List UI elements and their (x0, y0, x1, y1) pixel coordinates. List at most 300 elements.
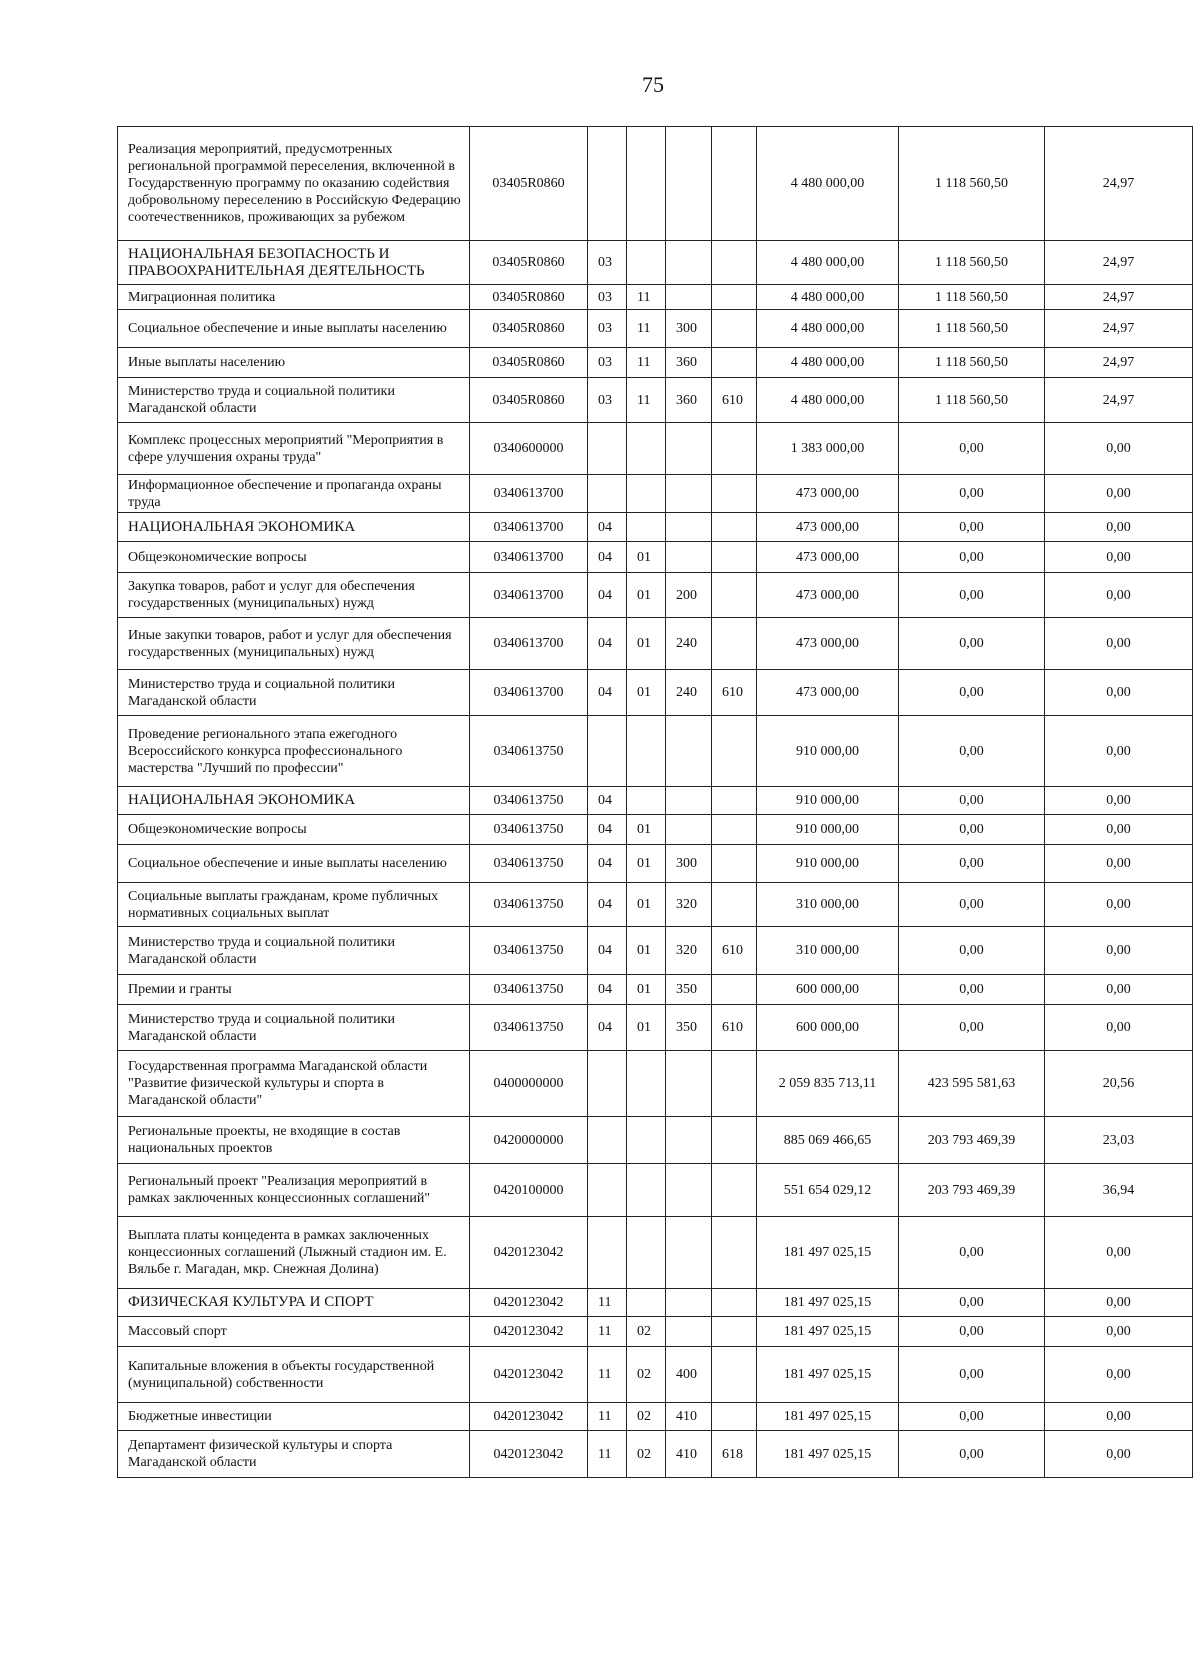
executed-amount-cell: 0,00 (899, 1217, 1045, 1289)
section-cell (588, 716, 627, 787)
executed-amount-cell: 0,00 (899, 815, 1045, 845)
row-name-cell: Иные закупки товаров, работ и услуг для обеспечения государственных (муниципальных) нужд (118, 618, 470, 670)
row-name-cell: Комплекс процессных мероприятий "Мероприятия в сфере улучшения охраны труда" (118, 423, 470, 475)
table-row (118, 670, 1193, 716)
execution-percent-cell: 0,00 (1045, 513, 1193, 542)
section-cell: 04 (588, 513, 627, 542)
planned-amount-cell: 885 069 466,65 (757, 1117, 899, 1164)
expense-type-cell: 410 (666, 1403, 712, 1431)
planned-amount-cell: 473 000,00 (757, 618, 899, 670)
executed-amount-cell: 0,00 (899, 573, 1045, 618)
budget-manager-cell (712, 815, 757, 845)
planned-amount-cell: 2 059 835 713,11 (757, 1051, 899, 1117)
section-cell: 11 (588, 1289, 627, 1317)
subsection-cell: 02 (627, 1347, 666, 1403)
target-article-cell: 0340613700 (470, 618, 588, 670)
budget-manager-cell (712, 845, 757, 883)
table-row (118, 1317, 1193, 1347)
target-article-cell: 0420123042 (470, 1217, 588, 1289)
budget-manager-cell: 610 (712, 927, 757, 975)
target-article-cell: 03405R0860 (470, 378, 588, 423)
section-cell (588, 1217, 627, 1289)
row-name-cell: Региональный проект "Реализация мероприятий в рамках заключенных концессионных соглашений" (118, 1164, 470, 1217)
section-cell (588, 127, 627, 241)
target-article-cell: 0420123042 (470, 1289, 588, 1317)
row-name-cell: НАЦИОНАЛЬНАЯ ЭКОНОМИКА (118, 513, 470, 542)
target-article-cell: 0420123042 (470, 1431, 588, 1478)
section-cell: 04 (588, 618, 627, 670)
table-row (118, 1289, 1193, 1317)
execution-percent-cell: 24,97 (1045, 285, 1193, 310)
row-name-cell: Информационное обеспечение и пропаганда охраны труда (118, 475, 470, 513)
table-row (118, 1347, 1193, 1403)
executed-amount-cell: 1 118 560,50 (899, 285, 1045, 310)
execution-percent-cell: 0,00 (1045, 716, 1193, 787)
table-row (118, 1005, 1193, 1051)
budget-manager-cell (712, 1164, 757, 1217)
row-name-cell: Выплата платы концедента в рамках заключенных концессионных соглашений (Лыжный стадион им. Е. Вяльбе г. Магадан, мкр. Снежная Долина) (118, 1217, 470, 1289)
budget-manager-cell: 618 (712, 1431, 757, 1478)
row-name-cell: Общеэкономические вопросы (118, 815, 470, 845)
expense-type-cell (666, 241, 712, 285)
subsection-cell: 01 (627, 975, 666, 1005)
planned-amount-cell: 4 480 000,00 (757, 310, 899, 348)
section-cell: 04 (588, 573, 627, 618)
executed-amount-cell: 0,00 (899, 883, 1045, 927)
section-cell: 04 (588, 927, 627, 975)
table-row (118, 127, 1193, 241)
execution-percent-cell: 24,97 (1045, 241, 1193, 285)
table-row (118, 241, 1193, 285)
target-article-cell: 0420123042 (470, 1347, 588, 1403)
expense-type-cell (666, 716, 712, 787)
execution-percent-cell: 0,00 (1045, 1317, 1193, 1347)
section-cell: 11 (588, 1317, 627, 1347)
budget-manager-cell (712, 975, 757, 1005)
target-article-cell: 0340613700 (470, 513, 588, 542)
row-name-cell: Министерство труда и социальной политики Магаданской области (118, 670, 470, 716)
row-name-cell: Проведение регионального этапа ежегодного Всероссийского конкурса профессионального мастерства "Лучший по профессии" (118, 716, 470, 787)
execution-percent-cell: 0,00 (1045, 542, 1193, 573)
target-article-cell: 0340613750 (470, 716, 588, 787)
table-row (118, 815, 1193, 845)
planned-amount-cell: 910 000,00 (757, 787, 899, 815)
row-name-cell: Премии и гранты (118, 975, 470, 1005)
planned-amount-cell: 600 000,00 (757, 1005, 899, 1051)
section-cell: 03 (588, 285, 627, 310)
execution-percent-cell: 0,00 (1045, 815, 1193, 845)
planned-amount-cell: 910 000,00 (757, 845, 899, 883)
section-cell: 04 (588, 542, 627, 573)
budget-manager-cell (712, 1051, 757, 1117)
row-name-cell: Общеэкономические вопросы (118, 542, 470, 573)
table-body (118, 127, 1193, 1478)
expense-type-cell (666, 787, 712, 815)
subsection-cell (627, 1289, 666, 1317)
subsection-cell: 01 (627, 670, 666, 716)
budget-manager-cell (712, 542, 757, 573)
planned-amount-cell: 1 383 000,00 (757, 423, 899, 475)
executed-amount-cell: 0,00 (899, 927, 1045, 975)
section-cell: 03 (588, 241, 627, 285)
planned-amount-cell: 910 000,00 (757, 716, 899, 787)
executed-amount-cell: 423 595 581,63 (899, 1051, 1045, 1117)
budget-manager-cell (712, 1403, 757, 1431)
table-row (118, 1431, 1193, 1478)
row-name-cell: Министерство труда и социальной политики Магаданской области (118, 378, 470, 423)
expense-type-cell (666, 127, 712, 241)
section-cell: 11 (588, 1431, 627, 1478)
planned-amount-cell: 473 000,00 (757, 670, 899, 716)
target-article-cell: 0340613750 (470, 815, 588, 845)
expense-type-cell (666, 423, 712, 475)
row-name-cell: Социальное обеспечение и иные выплаты населению (118, 310, 470, 348)
planned-amount-cell: 473 000,00 (757, 513, 899, 542)
subsection-cell: 02 (627, 1431, 666, 1478)
executed-amount-cell: 0,00 (899, 1403, 1045, 1431)
table-row (118, 927, 1193, 975)
execution-percent-cell: 0,00 (1045, 1289, 1193, 1317)
target-article-cell: 0340613750 (470, 845, 588, 883)
target-article-cell: 0420123042 (470, 1317, 588, 1347)
target-article-cell: 0340613700 (470, 542, 588, 573)
expense-type-cell: 360 (666, 348, 712, 378)
budget-manager-cell (712, 883, 757, 927)
subsection-cell (627, 475, 666, 513)
expense-type-cell: 300 (666, 310, 712, 348)
executed-amount-cell: 0,00 (899, 1317, 1045, 1347)
planned-amount-cell: 4 480 000,00 (757, 348, 899, 378)
executed-amount-cell: 1 118 560,50 (899, 241, 1045, 285)
expense-type-cell (666, 475, 712, 513)
row-name-cell: Министерство труда и социальной политики Магаданской области (118, 927, 470, 975)
executed-amount-cell: 0,00 (899, 845, 1045, 883)
budget-manager-cell (712, 1347, 757, 1403)
budget-manager-cell (712, 285, 757, 310)
row-name-cell: Государственная программа Магаданской области "Развитие физической культуры и спорта в Магаданской области" (118, 1051, 470, 1117)
subsection-cell (627, 787, 666, 815)
subsection-cell (627, 241, 666, 285)
section-cell (588, 1164, 627, 1217)
expense-type-cell (666, 285, 712, 310)
planned-amount-cell: 473 000,00 (757, 542, 899, 573)
expense-type-cell: 320 (666, 927, 712, 975)
target-article-cell: 03405R0860 (470, 241, 588, 285)
row-name-cell: Министерство труда и социальной политики Магаданской области (118, 1005, 470, 1051)
expense-type-cell (666, 1217, 712, 1289)
expense-type-cell: 240 (666, 670, 712, 716)
budget-manager-cell (712, 423, 757, 475)
subsection-cell: 01 (627, 573, 666, 618)
budget-manager-cell (712, 573, 757, 618)
execution-percent-cell: 24,97 (1045, 348, 1193, 378)
row-name-cell: Реализация мероприятий, предусмотренных региональной программой переселения, включенной в Государственную программу по оказанию содействия добровольному переселению в Российскую Федерацию соотечественников, проживающих за рубежом (118, 127, 470, 241)
executed-amount-cell: 0,00 (899, 513, 1045, 542)
section-cell (588, 423, 627, 475)
planned-amount-cell: 4 480 000,00 (757, 127, 899, 241)
expense-type-cell (666, 815, 712, 845)
table-row (118, 1051, 1193, 1117)
planned-amount-cell: 4 480 000,00 (757, 378, 899, 423)
planned-amount-cell: 473 000,00 (757, 573, 899, 618)
target-article-cell: 0420100000 (470, 1164, 588, 1217)
budget-manager-cell (712, 513, 757, 542)
table-row (118, 975, 1193, 1005)
execution-percent-cell: 0,00 (1045, 1005, 1193, 1051)
row-name-cell: Региональные проекты, не входящие в состав национальных проектов (118, 1117, 470, 1164)
executed-amount-cell: 0,00 (899, 975, 1045, 1005)
budget-manager-cell (712, 787, 757, 815)
planned-amount-cell: 181 497 025,15 (757, 1431, 899, 1478)
subsection-cell (627, 1164, 666, 1217)
planned-amount-cell: 4 480 000,00 (757, 241, 899, 285)
planned-amount-cell: 910 000,00 (757, 815, 899, 845)
section-cell: 04 (588, 670, 627, 716)
executed-amount-cell: 0,00 (899, 1347, 1045, 1403)
subsection-cell: 02 (627, 1317, 666, 1347)
expense-type-cell: 400 (666, 1347, 712, 1403)
expense-type-cell (666, 1117, 712, 1164)
row-name-cell: Бюджетные инвестиции (118, 1403, 470, 1431)
subsection-cell (627, 423, 666, 475)
expense-type-cell (666, 1051, 712, 1117)
table-row (118, 845, 1193, 883)
budget-manager-cell: 610 (712, 378, 757, 423)
planned-amount-cell: 310 000,00 (757, 883, 899, 927)
target-article-cell: 0340613700 (470, 475, 588, 513)
budget-manager-cell (712, 716, 757, 787)
budget-manager-cell (712, 1289, 757, 1317)
row-name-cell: Социальное обеспечение и иные выплаты населению (118, 845, 470, 883)
execution-percent-cell: 0,00 (1045, 1217, 1193, 1289)
subsection-cell (627, 1217, 666, 1289)
planned-amount-cell: 181 497 025,15 (757, 1403, 899, 1431)
expense-type-cell: 350 (666, 975, 712, 1005)
expense-type-cell: 200 (666, 573, 712, 618)
expense-type-cell: 410 (666, 1431, 712, 1478)
section-cell: 11 (588, 1347, 627, 1403)
budget-manager-cell (712, 1317, 757, 1347)
executed-amount-cell: 0,00 (899, 670, 1045, 716)
table-row (118, 1164, 1193, 1217)
section-cell (588, 1117, 627, 1164)
table-row (118, 285, 1193, 310)
executed-amount-cell: 0,00 (899, 787, 1045, 815)
executed-amount-cell: 1 118 560,50 (899, 127, 1045, 241)
subsection-cell: 01 (627, 542, 666, 573)
expense-type-cell: 350 (666, 1005, 712, 1051)
table-row (118, 573, 1193, 618)
target-article-cell: 03405R0860 (470, 285, 588, 310)
execution-percent-cell: 0,00 (1045, 787, 1193, 815)
row-name-cell: Социальные выплаты гражданам, кроме публичных нормативных социальных выплат (118, 883, 470, 927)
executed-amount-cell: 1 118 560,50 (899, 378, 1045, 423)
budget-manager-cell (712, 1217, 757, 1289)
executed-amount-cell: 0,00 (899, 423, 1045, 475)
execution-percent-cell: 0,00 (1045, 927, 1193, 975)
executed-amount-cell: 0,00 (899, 475, 1045, 513)
target-article-cell: 0420000000 (470, 1117, 588, 1164)
budget-manager-cell (712, 310, 757, 348)
target-article-cell: 0340613750 (470, 883, 588, 927)
row-name-cell: Массовый спорт (118, 1317, 470, 1347)
subsection-cell: 11 (627, 348, 666, 378)
subsection-cell: 02 (627, 1403, 666, 1431)
executed-amount-cell: 0,00 (899, 618, 1045, 670)
section-cell (588, 1051, 627, 1117)
executed-amount-cell: 0,00 (899, 716, 1045, 787)
execution-percent-cell: 0,00 (1045, 1403, 1193, 1431)
execution-percent-cell: 0,00 (1045, 618, 1193, 670)
subsection-cell: 01 (627, 927, 666, 975)
subsection-cell: 11 (627, 310, 666, 348)
target-article-cell: 0340600000 (470, 423, 588, 475)
subsection-cell: 01 (627, 883, 666, 927)
execution-percent-cell: 24,97 (1045, 378, 1193, 423)
table-row (118, 618, 1193, 670)
target-article-cell: 0340613750 (470, 927, 588, 975)
execution-percent-cell: 20,56 (1045, 1051, 1193, 1117)
expense-type-cell (666, 1289, 712, 1317)
subsection-cell: 11 (627, 378, 666, 423)
executed-amount-cell: 1 118 560,50 (899, 310, 1045, 348)
table-row (118, 883, 1193, 927)
target-article-cell: 0340613700 (470, 670, 588, 716)
table-row (118, 378, 1193, 423)
subsection-cell (627, 716, 666, 787)
section-cell: 03 (588, 378, 627, 423)
execution-percent-cell: 0,00 (1045, 883, 1193, 927)
target-article-cell: 0340613750 (470, 1005, 588, 1051)
subsection-cell (627, 513, 666, 542)
section-cell: 11 (588, 1403, 627, 1431)
planned-amount-cell: 551 654 029,12 (757, 1164, 899, 1217)
section-cell: 04 (588, 1005, 627, 1051)
table-row (118, 716, 1193, 787)
budget-manager-cell: 610 (712, 1005, 757, 1051)
subsection-cell: 01 (627, 1005, 666, 1051)
table-row (118, 1217, 1193, 1289)
table-row (118, 475, 1193, 513)
execution-percent-cell: 0,00 (1045, 845, 1193, 883)
subsection-cell (627, 1051, 666, 1117)
execution-percent-cell: 24,97 (1045, 127, 1193, 241)
target-article-cell: 03405R0860 (470, 310, 588, 348)
execution-percent-cell: 0,00 (1045, 1431, 1193, 1478)
planned-amount-cell: 600 000,00 (757, 975, 899, 1005)
section-cell: 04 (588, 883, 627, 927)
section-cell: 04 (588, 787, 627, 815)
page-number: 75 (642, 72, 664, 97)
row-name-cell: ФИЗИЧЕСКАЯ КУЛЬТУРА И СПОРТ (118, 1289, 470, 1317)
executed-amount-cell: 1 118 560,50 (899, 348, 1045, 378)
row-name-cell: Капитальные вложения в объекты государственной (муниципальной) собственности (118, 1347, 470, 1403)
table-row (118, 513, 1193, 542)
section-cell: 04 (588, 815, 627, 845)
budget-manager-cell (712, 1117, 757, 1164)
expense-type-cell: 300 (666, 845, 712, 883)
row-name-cell: Закупка товаров, работ и услуг для обеспечения государственных (муниципальных) нужд (118, 573, 470, 618)
executed-amount-cell: 203 793 469,39 (899, 1117, 1045, 1164)
planned-amount-cell: 4 480 000,00 (757, 285, 899, 310)
budget-manager-cell (712, 127, 757, 241)
subsection-cell: 01 (627, 845, 666, 883)
row-name-cell: НАЦИОНАЛЬНАЯ БЕЗОПАСНОСТЬ И ПРАВООХРАНИТЕЛЬНАЯ ДЕЯТЕЛЬНОСТЬ (118, 241, 470, 285)
budget-manager-cell: 610 (712, 670, 757, 716)
target-article-cell: 03405R0860 (470, 348, 588, 378)
planned-amount-cell: 310 000,00 (757, 927, 899, 975)
table-row (118, 348, 1193, 378)
execution-percent-cell: 23,03 (1045, 1117, 1193, 1164)
row-name-cell: НАЦИОНАЛЬНАЯ ЭКОНОМИКА (118, 787, 470, 815)
execution-percent-cell: 0,00 (1045, 1347, 1193, 1403)
target-article-cell: 0340613750 (470, 787, 588, 815)
budget-manager-cell (712, 618, 757, 670)
subsection-cell (627, 127, 666, 241)
target-article-cell: 0340613750 (470, 975, 588, 1005)
target-article-cell: 0340613700 (470, 573, 588, 618)
executed-amount-cell: 0,00 (899, 1289, 1045, 1317)
table-row (118, 542, 1193, 573)
planned-amount-cell: 181 497 025,15 (757, 1289, 899, 1317)
section-cell: 04 (588, 975, 627, 1005)
expense-type-cell (666, 513, 712, 542)
table-row (118, 423, 1193, 475)
execution-percent-cell: 24,97 (1045, 310, 1193, 348)
execution-percent-cell: 0,00 (1045, 475, 1193, 513)
executed-amount-cell: 0,00 (899, 542, 1045, 573)
section-cell: 03 (588, 348, 627, 378)
subsection-cell: 01 (627, 815, 666, 845)
subsection-cell: 11 (627, 285, 666, 310)
planned-amount-cell: 181 497 025,15 (757, 1217, 899, 1289)
expense-type-cell: 240 (666, 618, 712, 670)
execution-percent-cell: 0,00 (1045, 975, 1193, 1005)
row-name-cell: Иные выплаты населению (118, 348, 470, 378)
expense-type-cell (666, 542, 712, 573)
execution-percent-cell: 0,00 (1045, 423, 1193, 475)
subsection-cell: 01 (627, 618, 666, 670)
expense-type-cell (666, 1164, 712, 1217)
expense-type-cell: 360 (666, 378, 712, 423)
executed-amount-cell: 0,00 (899, 1005, 1045, 1051)
target-article-cell: 0420123042 (470, 1403, 588, 1431)
target-article-cell: 03405R0860 (470, 127, 588, 241)
table-row (118, 787, 1193, 815)
row-name-cell: Департамент физической культуры и спорта Магаданской области (118, 1431, 470, 1478)
section-cell: 04 (588, 845, 627, 883)
section-cell: 03 (588, 310, 627, 348)
subsection-cell (627, 1117, 666, 1164)
row-name-cell: Миграционная политика (118, 285, 470, 310)
execution-percent-cell: 0,00 (1045, 670, 1193, 716)
budget-manager-cell (712, 241, 757, 285)
target-article-cell: 0400000000 (470, 1051, 588, 1117)
budget-manager-cell (712, 348, 757, 378)
table-row (118, 1403, 1193, 1431)
table-row (118, 1117, 1193, 1164)
table-row (118, 310, 1193, 348)
execution-percent-cell: 0,00 (1045, 573, 1193, 618)
budget-table (117, 126, 1193, 1478)
expense-type-cell (666, 1317, 712, 1347)
planned-amount-cell: 181 497 025,15 (757, 1347, 899, 1403)
section-cell (588, 475, 627, 513)
budget-manager-cell (712, 475, 757, 513)
executed-amount-cell: 203 793 469,39 (899, 1164, 1045, 1217)
executed-amount-cell: 0,00 (899, 1431, 1045, 1478)
planned-amount-cell: 181 497 025,15 (757, 1317, 899, 1347)
